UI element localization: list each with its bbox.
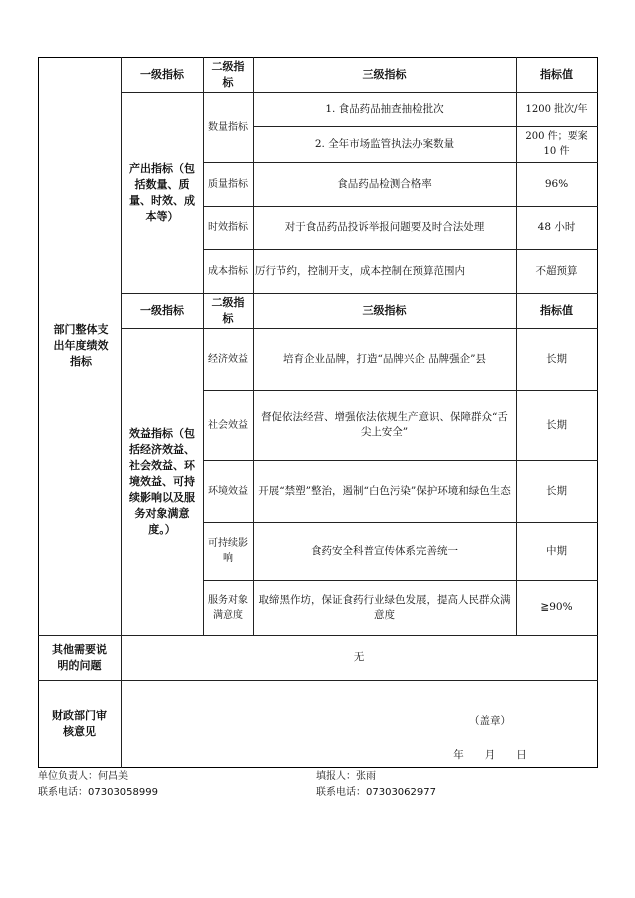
satisfaction-label: 服务对象满意度 bbox=[208, 594, 248, 621]
header-value: 指标值 bbox=[540, 67, 573, 81]
header2-level3: 三级指标 bbox=[362, 303, 407, 317]
economic-text: 培育企业品牌，打造“品牌兴企 品牌强企”县 bbox=[282, 352, 487, 365]
header2-value: 指标值 bbox=[540, 303, 573, 317]
filler: 填报人：张雨 bbox=[316, 771, 376, 782]
quality-value: 96% bbox=[544, 177, 569, 190]
timeliness-value: 48 小时 bbox=[537, 221, 576, 233]
header-level2: 二级指标 bbox=[211, 59, 245, 89]
header-level3: 三级指标 bbox=[362, 67, 407, 81]
social-label: 社会效益 bbox=[208, 419, 248, 431]
benefit-category: 效益指标（包括经济效益、社会效益、环境效益、可持续影响以及服务对象满意度。） bbox=[129, 426, 195, 536]
output-category: 产出指标（包括数量、质量、时效、成本等） bbox=[129, 161, 195, 223]
satisfaction-text: 取缔黑作坊，保证食药行业绿色发展，提高人民群众满意度 bbox=[258, 593, 511, 621]
quality-label: 质量指标 bbox=[208, 178, 248, 190]
quantity-label: 数量指标 bbox=[208, 121, 248, 133]
sustain-text: 食药安全科普宣传体系完善统一 bbox=[311, 544, 458, 557]
finance-seal: （盖章） bbox=[469, 714, 511, 727]
border-bottom bbox=[38, 767, 598, 768]
unit-head: 单位负责人：何昌美 bbox=[38, 771, 128, 782]
other-label: 其他需要说明的问题 bbox=[52, 642, 107, 672]
satisfaction-value: ≧90% bbox=[540, 601, 573, 613]
env-value: 长期 bbox=[546, 484, 567, 497]
social-text: 督促依法经营、增强依法依规生产意识、保障群众“舌尖上安全” bbox=[261, 411, 508, 438]
phone-filler: 联系电话：07303062977 bbox=[316, 787, 436, 798]
other-value: 无 bbox=[353, 651, 365, 663]
cost-text: 厉行节约，控制开支，成本控制在预算范围内 bbox=[255, 264, 465, 277]
timeliness-text: 对于食品药品投诉举报问题要及时合法处理 bbox=[284, 221, 485, 233]
header-level1: 一级指标 bbox=[140, 67, 184, 81]
quantity-item-2: 2. 全年市场监管执法办案数量 bbox=[314, 137, 455, 150]
border-right bbox=[597, 57, 598, 768]
finance-label: 财政部门审核意见 bbox=[52, 708, 107, 738]
social-value: 长期 bbox=[546, 418, 567, 431]
sustain-value: 中期 bbox=[546, 544, 567, 557]
phone-unit: 联系电话：07303058999 bbox=[38, 787, 158, 798]
economic-label: 经济效益 bbox=[208, 353, 248, 365]
quantity-value-1: 1200 批次/年 bbox=[525, 103, 588, 115]
quality-text: 食品药品检测合格率 bbox=[337, 177, 432, 190]
header2-level2: 二级指标 bbox=[211, 295, 245, 325]
quantity-item-1: 1. 食品药品抽查抽检批次 bbox=[325, 102, 444, 115]
sustain-label: 可持续影响 bbox=[208, 538, 248, 564]
finance-date: 年 月 日 bbox=[453, 748, 527, 761]
cost-label: 成本指标 bbox=[208, 265, 248, 277]
quantity-value-2: 200 件；要案 10 件 bbox=[525, 131, 588, 157]
economic-value: 长期 bbox=[546, 352, 567, 365]
line-other bbox=[38, 680, 598, 681]
header2-level1: 一级指标 bbox=[140, 303, 184, 317]
side-label: 部门整体支出年度绩效指标 bbox=[53, 323, 109, 368]
timeliness-label: 时效指标 bbox=[208, 222, 248, 233]
env-label: 环境效益 bbox=[208, 485, 248, 497]
env-text: 开展“禁塑”整治，遏制“白色污染”保护环境和绿色生态 bbox=[258, 484, 511, 497]
cost-value: 不超预算 bbox=[535, 264, 578, 277]
